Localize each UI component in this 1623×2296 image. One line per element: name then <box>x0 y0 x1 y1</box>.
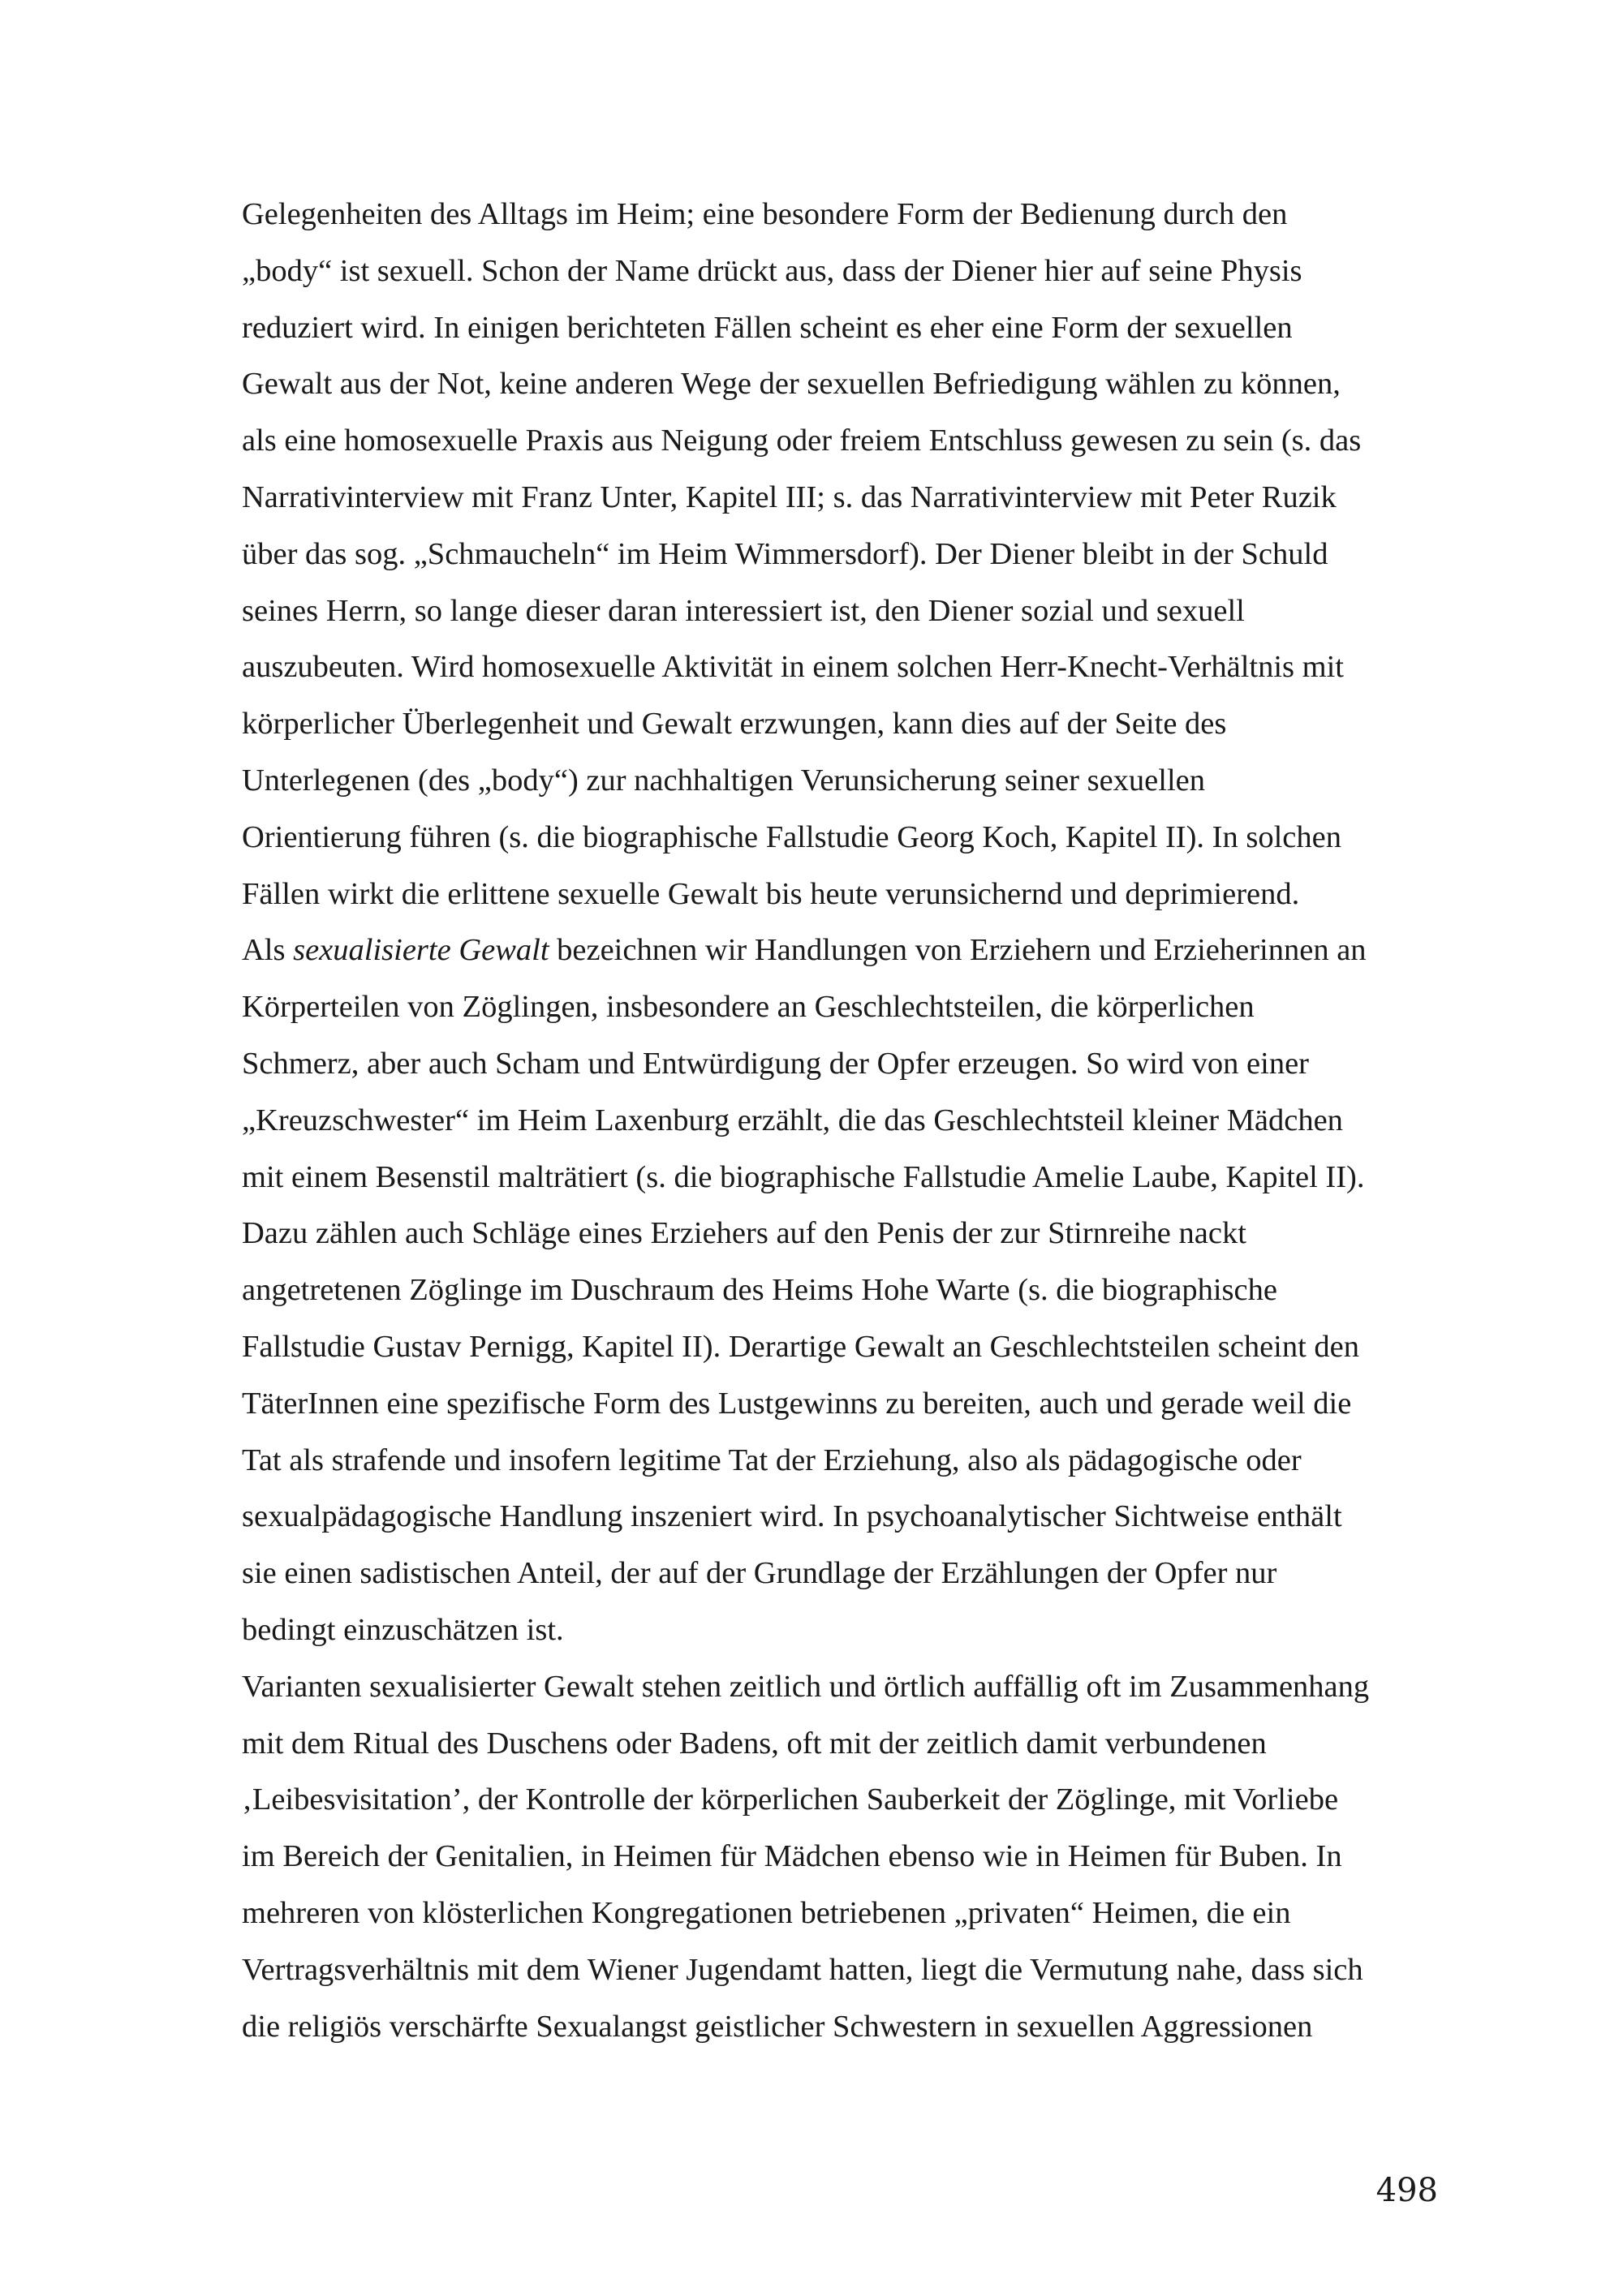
text-line: Narrativinterview mit Franz Unter, Kapitel III; s. das Narrativinterview mit Peter Ruzik <box>242 479 1337 514</box>
text-line: mit dem Ritual des Duschens oder Badens, oft mit der zeitlich damit verbundenen <box>242 1726 1267 1761</box>
text-line: angetretenen Zöglinge im Duschraum des Heims Hohe Warte (s. die biographische <box>242 1273 1277 1308</box>
text-line: Varianten sexualisierter Gewalt stehen zeitlich und örtlich auffällig oft im Zusammenhang <box>242 1669 1370 1704</box>
text-line: Fällen wirkt die erlittene sexuelle Gewalt bis heute verunsichernd und deprimierend. <box>242 876 1300 911</box>
text-line: als eine homosexuelle Praxis aus Neigung oder freiem Entschluss gewesen zu sein (s. das <box>242 424 1362 458</box>
text-line: seines Herrn, so lange dieser daran interessiert ist, den Diener sozial und sexuell <box>242 593 1245 628</box>
text-line: TäterInnen eine spezifische Form des Lustgewinns zu bereiten, auch und gerade weil die <box>242 1386 1352 1421</box>
text-line: sexualpädagogische Handlung inszeniert wird. In psychoanalytischer Sichtweise enthält <box>242 1499 1342 1534</box>
text-line: die religiös verschärfte Sexualangst geistlicher Schwestern in sexuellen Aggressionen <box>242 2009 1313 2044</box>
text-line: „body“ ist sexuell. Schon der Name drückt aus, dass der Diener hier auf seine Physis <box>242 253 1302 288</box>
text-line: auszubeuten. Wird homosexuelle Aktivität in einem solchen Herr-Knecht-Verhältnis mit <box>242 650 1345 685</box>
text-line: Orientierung führen (s. die biographische Fallstudie Georg Koch, Kapitel II). In solchen <box>242 819 1341 854</box>
text-line: reduziert wird. In einigen berichteten Fällen scheint es eher eine Form der sexuellen <box>242 310 1293 345</box>
text-line: Tat als strafende und insofern legitime Tat der Erziehung, also als pädagogische oder <box>242 1443 1302 1477</box>
text-line: bedingt einzuschätzen ist. <box>242 1612 564 1647</box>
text-line: ‚Leibesvisitation’, der Kontrolle der körperlichen Sauberkeit der Zöglinge, mit Vorliebe <box>242 1782 1339 1817</box>
text-line: sie einen sadistischen Anteil, der auf der Grundlage der Erzählungen der Opfer nur <box>242 1556 1277 1591</box>
text-line: Körperteilen von Zöglingen, insbesondere an Geschlechtsteilen, die körperlichen <box>242 990 1255 1025</box>
text-line: Unterlegenen (des „body“) zur nachhaltigen Verunsicherung seiner sexuellen <box>242 763 1205 798</box>
line-suffix: bezeichnen wir Handlungen von Erziehern und Erzieherinnen an <box>549 933 1367 968</box>
body-text <box>242 187 1459 2055</box>
text-line: mehreren von klösterlichen Kongregationen betriebenen „privaten“ Heimen, die ein <box>242 1895 1291 1930</box>
text-line: „Kreuzschwester“ im Heim Laxenburg erzählt, die das Geschlechtsteil kleiner Mädchen <box>242 1103 1343 1137</box>
text-line: Gelegenheiten des Alltags im Heim; eine besondere Form der Bedienung durch den <box>242 197 1288 231</box>
italic-term: sexualisierte Gewalt <box>293 933 549 968</box>
text-line: Fallstudie Gustav Pernigg, Kapitel II). Derartige Gewalt an Geschlechtsteilen scheint den <box>242 1329 1360 1364</box>
text-line: Vertragsverhältnis mit dem Wiener Jugendamt hatten, liegt die Vermutung nahe, dass sich <box>242 1952 1363 1987</box>
line-prefix: Als <box>242 933 294 968</box>
text-line: mit einem Besenstil malträtiert (s. die biographische Fallstudie Amelie Laube, Kapitel II). <box>242 1159 1365 1194</box>
text-line: über das sog. „Schmaucheln“ im Heim Wimmersdorf). Der Diener bleibt in der Schuld <box>242 536 1328 571</box>
text-line: Gewalt aus der Not, keine anderen Wege der sexuellen Befriedigung wählen zu können, <box>242 367 1341 402</box>
text-line: im Bereich der Genitalien, in Heimen für Mädchen ebenso wie in Heimen für Buben. In <box>242 1839 1342 1874</box>
page-number: 498 <box>1375 2172 1438 2209</box>
text-line: Dazu zählen auch Schläge eines Erziehers auf den Penis der zur Stirnreihe nackt <box>242 1216 1246 1251</box>
text-line: körperlicher Überlegenheit und Gewalt erzwungen, kann dies auf der Seite des <box>242 707 1227 742</box>
text-line: Schmerz, aber auch Scham und Entwürdigung der Opfer erzeugen. So wird von einer <box>242 1046 1309 1081</box>
text-line-with-italic <box>242 922 1459 979</box>
